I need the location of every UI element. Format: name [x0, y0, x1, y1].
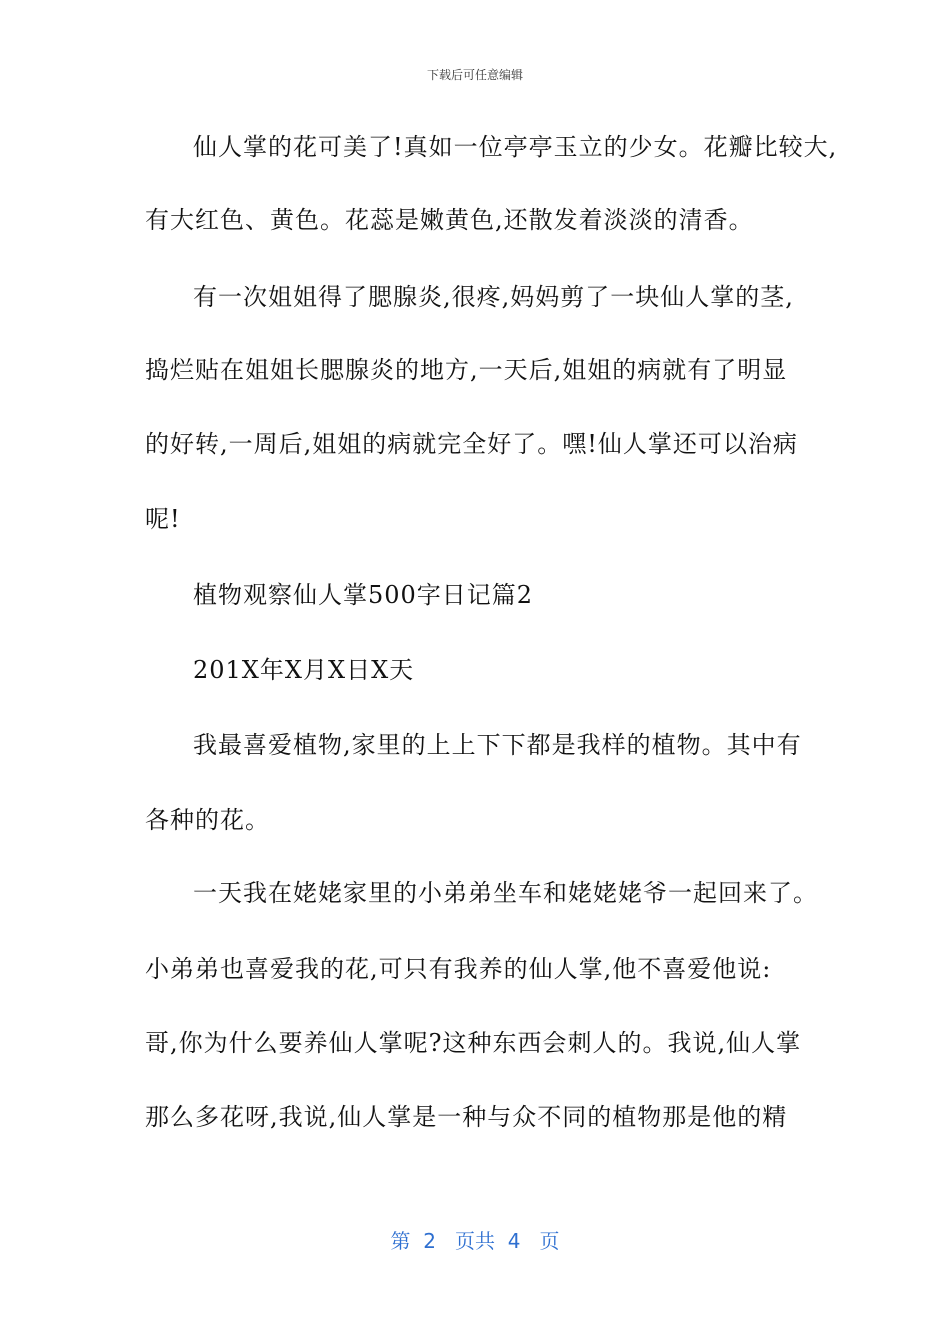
text-line: 呢!	[145, 505, 181, 533]
section-heading: 植物观察仙人掌500字日记篇2	[193, 581, 534, 609]
text-line: 捣烂贴在姐姐长腮腺炎的地方,一天后,姐姐的病就有了明显	[145, 356, 788, 384]
date-line: 201X年X月X日X天	[193, 656, 415, 684]
text-line: 有一次姐姐得了腮腺炎,很疼,妈妈剪了一块仙人掌的茎,	[193, 283, 794, 311]
text-line: 仙人掌的花可美了!真如一位亭亭玉立的少女。花瓣比较大,	[193, 133, 838, 161]
page-header-note: 下载后可任意编辑	[426, 68, 523, 82]
page-number-footer: 第 2 页共 4 页	[390, 1229, 560, 1253]
text-line: 的好转,一周后,姐姐的病就完全好了。嘿!仙人掌还可以治病	[145, 430, 798, 458]
text-line: 各种的花。	[145, 806, 270, 834]
text-line: 那么多花呀,我说,仙人掌是一种与众不同的植物那是他的精	[145, 1103, 788, 1131]
text-line: 一天我在姥姥家里的小弟弟坐车和姥姥姥爷一起回来了。	[193, 879, 818, 907]
text-line: 我最喜爱植物,家里的上上下下都是我样的植物。其中有	[193, 731, 802, 759]
text-line: 哥,你为什么要养仙人掌呢?这种东西会刺人的。我说,仙人掌	[145, 1029, 802, 1057]
text-line: 小弟弟也喜爱我的花,可只有我养的仙人掌,他不喜爱他说:	[145, 955, 772, 983]
text-line: 有大红色、黄色。花蕊是嫩黄色,还散发着淡淡的清香。	[145, 206, 754, 234]
